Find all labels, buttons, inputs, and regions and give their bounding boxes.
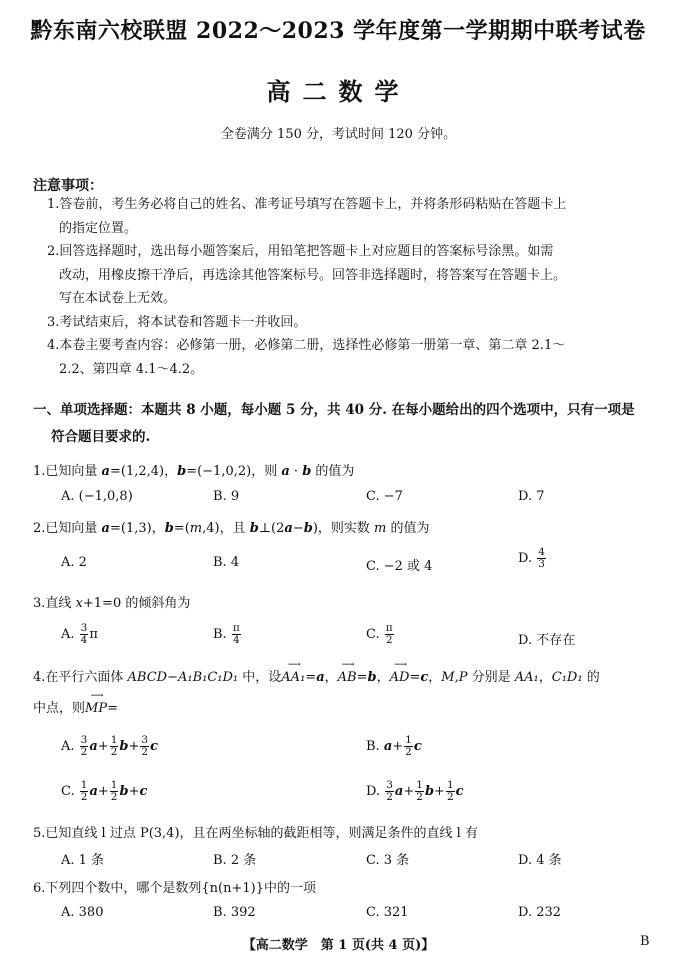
question-6-option-b: B. 392 bbox=[213, 905, 256, 920]
section-line: 符合题目要求的. bbox=[51, 429, 151, 445]
exam-title: 黔东南六校联盟 2022～2023 学年度第一学期期中联考试卷 bbox=[30, 18, 646, 44]
question-3-stem: 3.直线 x+1=0 的倾斜角为 bbox=[33, 596, 191, 611]
question-5-option-c: C. 3 条 bbox=[366, 853, 410, 868]
question-4-option-d: D. $\frac{3}{2}$ a+ $\frac{1}{2}$ b+ $\frac{1}{2}$ c bbox=[366, 779, 464, 803]
question-4-option-a: A. $\frac{3}{2}$ a+ $\frac{1}{2}$ b+ $\frac{3}{2}$ c bbox=[61, 734, 158, 758]
notice-heading: 注意事项： bbox=[33, 178, 103, 194]
question-2-option-d: D. $\frac{4}{3}$ bbox=[518, 546, 545, 570]
question-1-option-b: B. 9 bbox=[213, 489, 240, 504]
notice-line: 1.答卷前，考生务必将自己的姓名、准考证号填写在答题卡上，并将条形码粘贴在答题卡上 bbox=[47, 197, 567, 212]
question-6-stem: 6.下列四个数中，哪个是数列{n(n+1)}中的一项 bbox=[33, 881, 316, 896]
version-mark: B bbox=[640, 934, 650, 949]
page-footer: 【高二数学 第 1 页(共 4 页)】 bbox=[242, 938, 435, 953]
question-1-option-a: A. (−1,0,8) bbox=[61, 489, 133, 504]
section-line: 一、单项选择题：本题共 8 小题，每小题 5 分，共 40 分. 在每小题给出的四个选项中，只有一项是 bbox=[33, 402, 635, 418]
question-1-stem: 1.已知向量 a=(1,2,4)，b=(−1,0,2)，则 a · b 的值为 bbox=[33, 464, 355, 479]
score-line: 全卷满分 150 分，考试时间 120 分钟。 bbox=[220, 127, 457, 142]
question-4-option-c: C. $\frac{1}{2}$ a+ $\frac{1}{2}$ b+c bbox=[61, 779, 148, 803]
question-5-option-a: A. 1 条 bbox=[61, 853, 105, 868]
question-1-option-d: D. 7 bbox=[518, 489, 545, 504]
question-1-option-c: C. −7 bbox=[366, 489, 403, 504]
question-6-option-c: C. 321 bbox=[366, 905, 409, 920]
section-heading bbox=[33, 397, 653, 451]
notice-list bbox=[47, 193, 652, 381]
question-2-option-c: C. −2 或 4 bbox=[366, 559, 433, 574]
question-5-option-b: B. 2 条 bbox=[213, 853, 257, 868]
question-3-option-c: C. $\frac{\pi}{2}$ bbox=[366, 622, 393, 646]
question-3-option-b: B. $\frac{\pi}{4}$ bbox=[213, 622, 240, 646]
notice-line: 写在本试卷上无效。 bbox=[59, 291, 177, 306]
notice-line: 2.回答选择题时，选出每小题答案后，用铅笔把答题卡上对应题目的答案标号涂黑。如需 bbox=[47, 244, 554, 259]
subject-title: 高二数学 bbox=[266, 77, 411, 106]
question-4-option-b: B. a+ $\frac{1}{2}$ c bbox=[366, 734, 422, 758]
question-2-option-a: A. 2 bbox=[61, 555, 87, 570]
question-6-option-a: A. 380 bbox=[61, 905, 104, 920]
notice-line: 3.考试结束后，将本试卷和答题卡一并收回。 bbox=[47, 314, 307, 330]
notice-line: 的指定位置。 bbox=[59, 220, 138, 236]
question-5-stem: 5.已知直线 l 过点 P(3,4)，且在两坐标轴的截距相等，则满足条件的直线 l 有 bbox=[33, 826, 478, 841]
question-2-stem: 2.已知向量 a=(1,3)，b=(m,4)，且 b⊥(2a−b)，则实数 m 的值为 bbox=[33, 521, 430, 536]
question-6-option-d: D. 232 bbox=[518, 905, 562, 920]
question-2-option-b: B. 4 bbox=[213, 555, 240, 570]
question-4-stem: 4.在平行六面体 ABCD−A₁B₁C₁D₁ 中，设⟶ AA₁=a，⟶ AB=b，⟶ AD=c，M,P 分别是 AA₁，C₁D₁ 的 bbox=[33, 666, 600, 685]
notice-line: 4.本卷主要考查内容：必修第一册，必修第二册，选择性必修第一册第一章、第二章 2.1～ bbox=[47, 338, 566, 353]
question-3-option-d: D. 不存在 bbox=[518, 633, 576, 648]
question-5-option-d: D. 4 条 bbox=[518, 853, 562, 868]
question-4-stem-line2: 中点，则⟶ MP= bbox=[33, 697, 118, 716]
question-3-option-a: A. $\frac{3}{4}$ π bbox=[61, 622, 98, 646]
notice-line: 改动，用橡皮擦干净后，再选涂其他答案标号。回答非选择题时，将答案写在答题卡上。 bbox=[59, 267, 567, 283]
notice-line: 2.2、第四章 4.1～4.2。 bbox=[59, 361, 204, 377]
